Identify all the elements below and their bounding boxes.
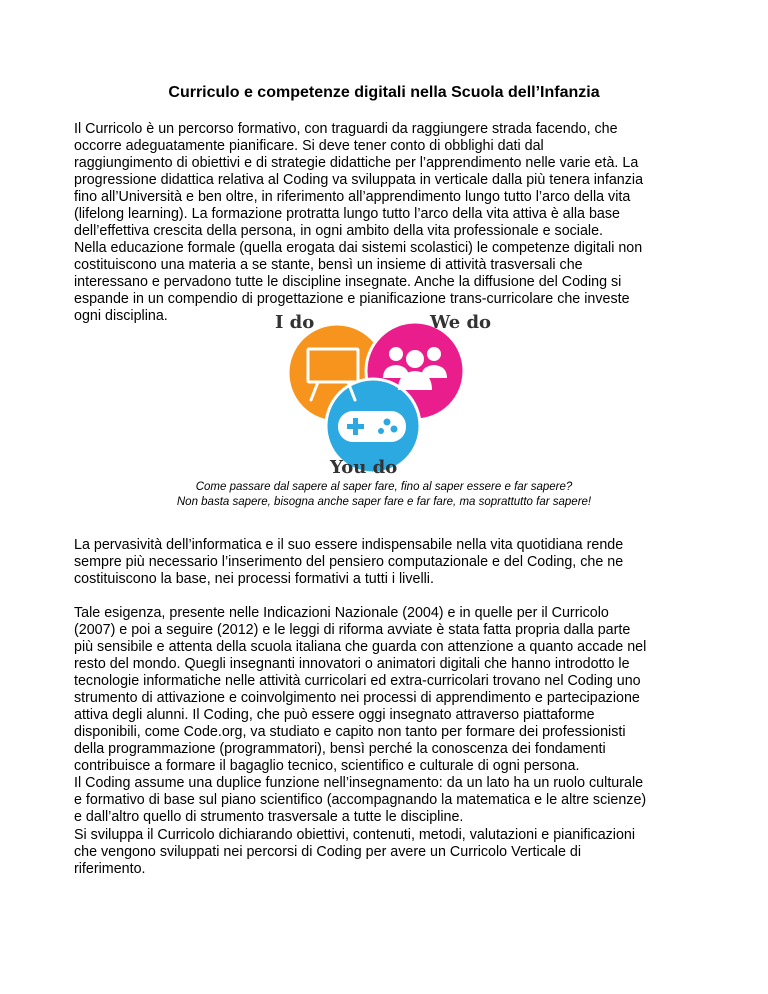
text-line: (2007) e poi a seguire (2012) e le leggi di riforma avviate è stata fatta propria dalla parte [74,622,631,638]
i-do-label: I do [275,312,315,333]
text-line: e formativo di base sul piano scientifico (accompagnando la matematica e le altre scienze) [74,792,647,808]
text-line: Si sviluppa il Curricolo dichiarando obiettivi, contenuti, metodi, valutazioni e pianificazioni [74,827,636,843]
text-line: costituiscono la base, nei processi formativi a tutti i livelli. [74,571,434,587]
text-line: Il Curricolo è un percorso formativo, con traguardi da raggiungere strada facendo, che [74,121,618,137]
caption-line: Come passare dal sapere al saper fare, fino al saper essere e far sapere? [195,481,573,493]
text-line: dell’effettiva crescita della persona, in ogni ambito della vita professionale e sociale. [74,223,604,239]
text-line: della programmazione (programmatori), bensì perché la conoscenza dei fondamenti [74,741,606,757]
text-line: e dall’altro quello di strumento trasversale a tutte le discipline. [74,809,464,825]
i-do-we-do-you-do-figure [270,312,500,478]
paragraph-pervasivita [74,537,714,588]
text-line: strumento di attivazione e coinvolgimento nei processi di apprendimento e partecipazione [74,690,640,706]
text-line: ogni disciplina. [74,308,168,324]
figure-caption [0,480,768,510]
text-line: (lifelong learning). La formazione protratta lungo tutto l’arco della vita attiva è alla base [74,206,620,222]
figure-graphic [270,312,500,478]
text-line: che vengono sviluppati nei percorsi di Coding per avere un Curricolo Verticale di [74,844,582,860]
text-line: La pervasività dell’informatica e il suo essere indispensabile nella vita quotidiana rende [74,537,624,553]
text-line: disponibili, come Code.org, va studiato e capito non tanto per formare dei professionisti [74,724,626,740]
text-line: più sensibile e attenta della scuola italiana che guarda con attenzione a quanto accade nel [74,639,647,655]
text-line: attiva degli alunni. Il Coding, che può essere oggi insegnato attraverso piattaforme [74,707,595,723]
page-title: Curriculo e competenze digitali nella Scuola dell’Infanzia [168,84,600,101]
text-line: espande in un compendio di progettazione e pianificazione trans-curricolare che investe [74,291,630,307]
gamepad-icon [338,411,406,442]
text-line: Nella educazione formale (quella erogata dai sistemi scolastici) le competenze digitali non [74,240,643,256]
text-line: sempre più necessario l’inserimento del pensiero computazionale e del Coding, che ne [74,554,624,570]
text-line: riferimento. [74,861,146,877]
text-line: contribuisce a formare il bagaglio tecnico, scientifico e culturale di ogni persona. [74,758,580,774]
text-line: progressione didattica relativa al Coding va sviluppata in verticale dalla più tenera infanzia [74,172,644,188]
text-line: occorre adeguatamente pianificare. Si deve tener conto di obblighi dati dal [74,138,544,154]
text-line: fino all’Università e ben oltre, in riferimento all’apprendimento lungo tutto l’arco della vita [74,189,631,205]
paragraph-esigenza [74,605,714,826]
text-line: costituiscono una materia a se stante, bensì un insieme di attività trasversali che [74,257,583,273]
text-line: tecnologie informatiche nelle attività curricolari ed extra-curricolari trovano nel Coding uno [74,673,641,689]
paragraph-curricolo [74,827,714,878]
text-line: interessano e pervadono tutte le discipline insegnate. Anche la diffusione del Coding si [74,274,622,290]
text-line: Il Coding assume una duplice funzione nell’insegnamento: da un lato ha un ruolo culturale [74,775,644,791]
we-do-label: We do [430,312,492,333]
intro-paragraph [74,121,714,325]
text-line: raggiungimento di obiettivi e di strategie didattiche per l’apprendimento nelle varie età. La [74,155,639,171]
you-do-label: You do [330,457,398,478]
text-line: resto del mondo. Quegli insegnanti innovatori o animatori digitali che hanno introdotto le [74,656,630,672]
text-line: Tale esigenza, presente nelle Indicazioni Nazionale (2004) e in quelle per il Curricolo [74,605,609,621]
caption-line: Non basta sapere, bisogna anche saper fare e far fare, ma soprattutto far sapere! [176,496,592,508]
